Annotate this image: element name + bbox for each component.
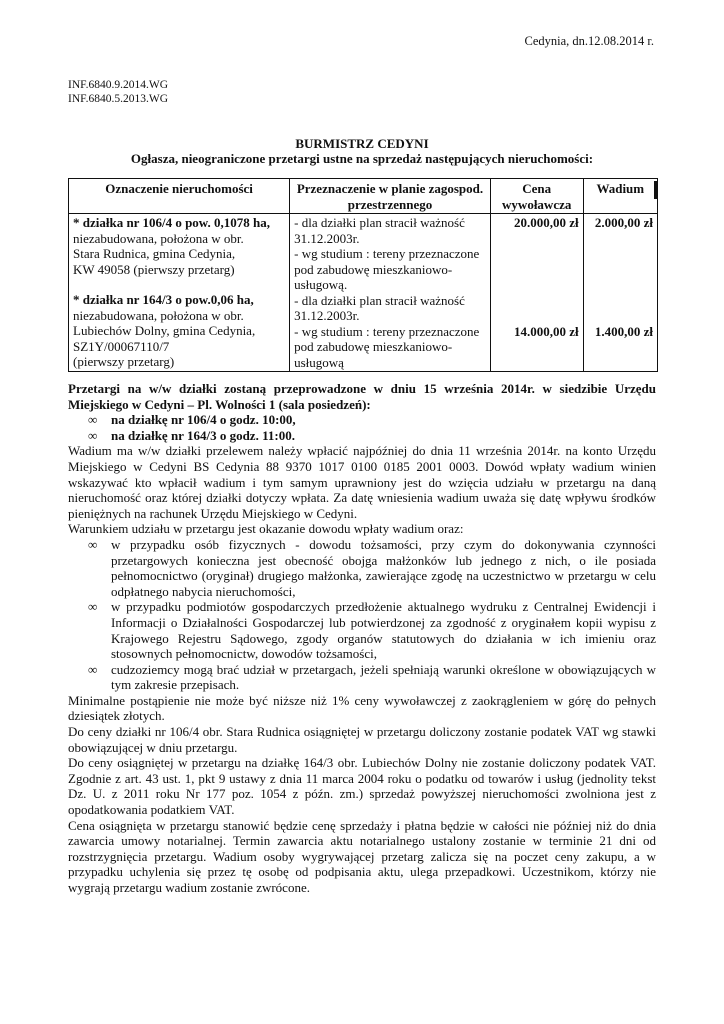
list-item: ∞ w przypadku podmiotów gospodarczych przedłożenie aktualnego wydruku z Centralnej Ewidencji i Informacji o Działalności Gospodarczej lub potwierdzonej za zgodność z oryginałem kopii wypisu z Krajowego Rejestru Sądowego, zgody organów statutowych do działania w ich imieniu oraz stosownych pełnomocnictw, dowodów tożsamości, [88, 599, 656, 662]
reference-numbers [68, 78, 168, 106]
plot-title: * działka nr 164/3 o pow.0,06 ha, [73, 292, 254, 307]
header-property: Oznaczenie nieruchomości [69, 179, 290, 214]
plot-desc-line: niezabudowana, położona w obr. [73, 230, 244, 246]
table-edge-mark [654, 181, 657, 199]
min-bid-info: Minimalne postąpienie nie może być niższe niż 1% ceny wywoławczej z zaokrągleniem w górę do pełnych dziesiątek złotych. [68, 692, 656, 724]
price-cell [490, 214, 583, 372]
list-item: ∞ cudzoziemcy mogą brać udział w przetargach, jeżeli spełniają warunki określone w obowiązujących w tym zakresie przepisach. [88, 661, 656, 693]
reference-number: INF.6840.5.2013.WG [68, 93, 169, 105]
plot-desc-line: Stara Rudnica, gmina Cedynia, [73, 246, 236, 261]
auction-schedule [68, 412, 656, 443]
issuer-title: BURMISTRZ CEDYNI [295, 136, 429, 151]
deposit-info: Wadium ma w/w działki przelewem należy wpłacić najpóźniej do dnia 11 września 2014r. na konto Urzędu Miejskiego w Cedyni BS Cedynia 88 9370 1017 0100 0185 2001 0003. Dowód wpłaty wadium winien wskazywać kto wpłacił wadium i tym samym uprawniony jest do wzięcia udziału w przetargu na daną nieruchomość oraz której działki dotyczy wpłata. Za datę wniesienia wadium uważa się datę wpływu środków pieniężnych na rachunek Urzędu Miejskiego w Cedyni. [68, 443, 656, 521]
conditions-intro: Warunkiem udziału w przetargu jest okazanie dowodu wpłaty wadium oraz: [68, 521, 464, 537]
price-value: 14.000,00 zł [513, 323, 579, 339]
plot-desc-line: KW 49058 (pierwszy przetarg) [73, 261, 235, 277]
purpose-line: - wg studium : tereny przeznaczone pod zabudowę mieszkaniowo-usługową. [294, 246, 480, 292]
vat-info-106: Do ceny działki nr 106/4 obr. Stara Rudnica osiągniętej w przetargu doliczony zostanie podatek VAT wg stawki obowiązującej w dniu przetargu. [68, 724, 656, 755]
bullet-icon: ∞ [88, 536, 98, 552]
plot-desc-line: SZ1Y/00067110/7 [73, 338, 170, 354]
table-row [69, 214, 658, 372]
price-value: 20.000,00 zł [513, 215, 579, 230]
header-price: Cena wywoławcza [490, 179, 583, 214]
list-item: ∞ na działkę nr 106/4 o godz. 10:00, [88, 412, 296, 428]
deposit-value: 2.000,00 zł [594, 215, 653, 230]
property-table [68, 178, 658, 372]
plot-title: * działka nr 106/4 o pow. 0,1078 ha, [73, 215, 270, 230]
document-date: Cedynia, dn.12.08.2014 r. [524, 34, 654, 48]
closing-info: Cena osiągnięta w przetargu stanowić będzie cenę sprzedaży i płatna będzie w całości nie później niż do dnia zawarcia umowy notarialnej. Termin zawarcia aktu notarialnego ustalony zostanie w terminie 21 dni od rozstrzygnięcia przetargu. Wadium osoby wygrywającej przetarg zalicza się na poczet ceny zakupu, a w przypadku uchylenia się przez tę osobę od podpisania aktu, ulega przepadkowi. Uczestnikom, którzy nie wygrają przetargu wadium zostanie zwrócone. [68, 817, 656, 895]
vat-info-164: Do ceny osiągniętej w przetargu na działkę 164/3 obr. Lubiechów Dolny nie zostanie doliczony podatek VAT. Zgodnie z art. 43 ust. 1, pkt 9 ustawy z dnia 11 marca 2004 roku o podatku od towarów i usług (jednolity tekst Dz. U. z 2011 roku Nr 177 poz. 1054 z późn. zm.) sprzedaż powyższej nieruchomości zwolniona jest z opodatkowania podatkiem VAT. [68, 755, 656, 818]
plot-desc-line: niezabudowana, położona w obr. [73, 307, 244, 323]
deposit-cell [583, 214, 657, 372]
property-cell [69, 214, 290, 372]
purpose-line: - wg studium : tereny przeznaczone pod zabudowę mieszkaniowo-usługową [294, 323, 480, 370]
list-item: ∞ w przypadku osób fizycznych - dowodu tożsamości, przy czym do dokonywania czynności przetargowych konieczna jest obecność obojga małżonków lub jednego z nich, o ile posiada pełnomocnictwo (oryginał) drugiego małżonka, zawierające zgodę na uczestnictwo w przetargu w celu odpłatnego nabycia nieruchomości, [88, 536, 656, 599]
auction-announcement: Przetargi na w/w działki zostaną przeprowadzone w dniu 15 września 2014r. w siedzibie Urzędu Miejskiego w Cedyni – Pl. Wolności 1 (sala posiedzeń): [68, 381, 656, 412]
conditions-list [68, 537, 656, 693]
announcement-title: Ogłasza, nieograniczone przetargi ustne na sprzedaż następujących nieruchomości: [130, 151, 594, 166]
list-item: ∞ na działkę nr 164/3 o godz. 11:00. [88, 427, 295, 443]
purpose-line: - dla działki plan stracił ważność 31.12.2003r. [294, 292, 465, 323]
bullet-icon: ∞ [88, 661, 98, 677]
bullet-icon: ∞ [88, 412, 98, 428]
announcement-body [68, 381, 656, 896]
header-purpose: Przeznaczenie w planie zagospod. przestrzennego [290, 179, 491, 214]
plot-desc-line: (pierwszy przetarg) [73, 354, 175, 369]
bullet-icon: ∞ [88, 427, 98, 443]
table-header-row [69, 179, 658, 214]
deposit-value: 1.400,00 zł [594, 323, 653, 339]
purpose-line: - dla działki plan stracił ważność 31.12.2003r. [294, 215, 465, 246]
reference-number: INF.6840.9.2014.WG [68, 79, 169, 91]
header-deposit: Wadium [583, 179, 657, 214]
bullet-icon: ∞ [88, 599, 98, 615]
plot-desc-line: Lubiechów Dolny, gmina Cedynia, [73, 323, 256, 338]
purpose-cell [290, 214, 491, 372]
